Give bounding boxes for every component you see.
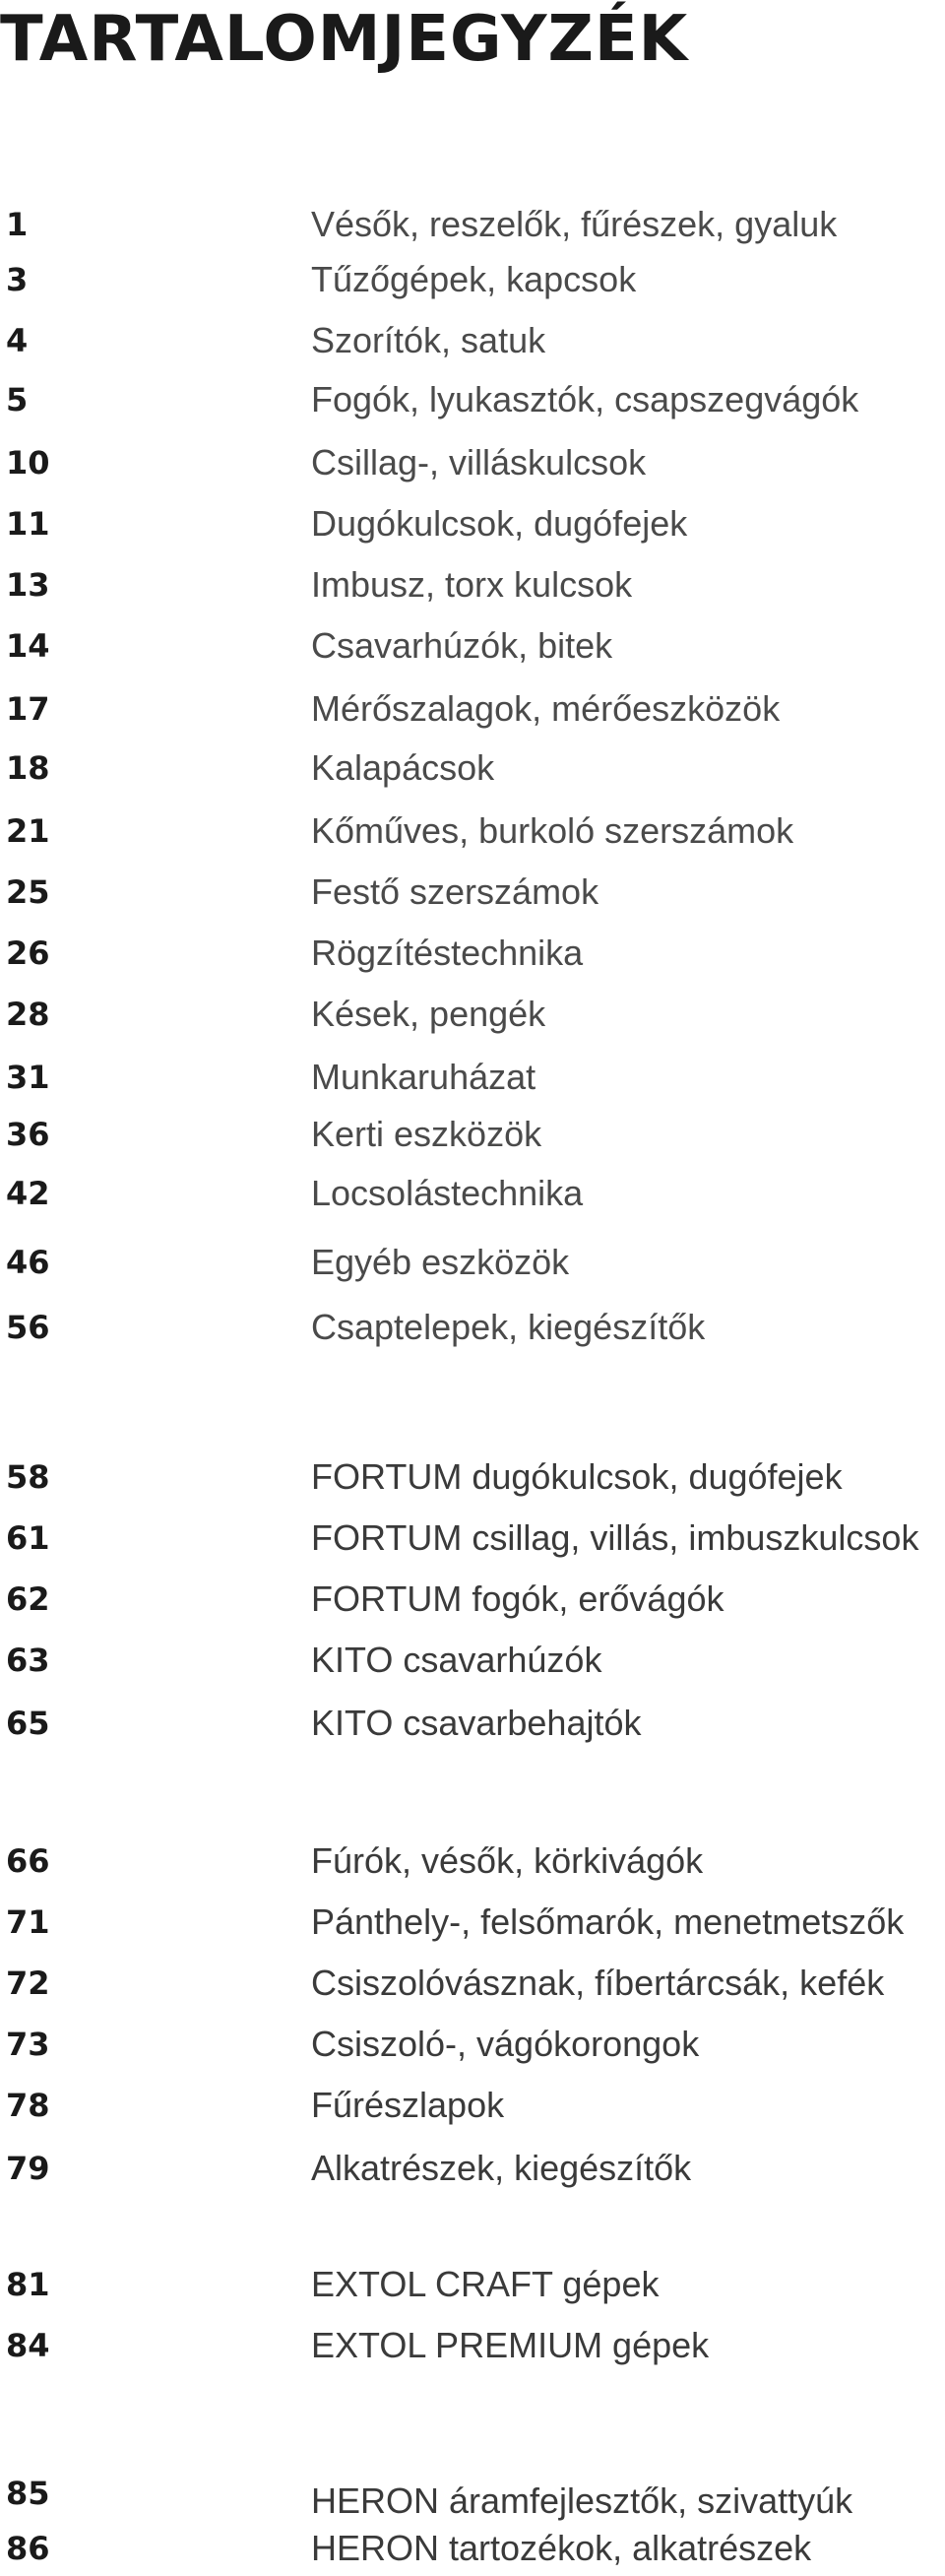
list-item[interactable] — [0, 2082, 945, 2129]
page-number: 21 — [6, 812, 50, 850]
list-item[interactable] — [0, 807, 945, 855]
entry-label: Szorítók, satuk — [311, 320, 546, 360]
page-number: 4 — [6, 322, 29, 359]
list-item[interactable] — [0, 1304, 945, 1351]
entry-label: Fúrók, vésők, körkivágók — [311, 1840, 704, 1881]
entry-label: Dugókulcsok, dugófejek — [311, 503, 688, 544]
list-item[interactable] — [0, 1637, 945, 1684]
list-item[interactable] — [0, 317, 945, 364]
page-number: 81 — [6, 2266, 50, 2303]
entry-label: HERON áramfejlesztők, szivattyúk — [311, 2480, 853, 2521]
entry-label: Vésők, reszelők, fűrészek, gyaluk — [311, 204, 838, 244]
entry-label: Kések, pengék — [311, 994, 546, 1034]
page-number: 56 — [6, 1309, 50, 1346]
entry-label: Fűrészlapok — [311, 2085, 505, 2125]
list-item[interactable] — [0, 930, 945, 977]
entry-label: Kerti eszközök — [311, 1114, 542, 1154]
page-number: 66 — [6, 1842, 50, 1880]
entry-label: Csiszolóvásznak, fíbertárcsák, kefék — [311, 1963, 885, 2003]
page-number: 61 — [6, 1519, 50, 1557]
page-number: 18 — [6, 749, 50, 787]
entry-label: KITO csavarbehajtók — [311, 1703, 642, 1743]
list-item[interactable] — [0, 561, 945, 609]
entry-label: KITO csavarhúzók — [311, 1640, 602, 1680]
page-number: 84 — [6, 2327, 50, 2364]
page-number: 63 — [6, 1642, 50, 1679]
entry-label: Pánthely-, felsőmarók, menetmetszők — [311, 1901, 905, 1942]
entry-label: Alkatrészek, kiegészítők — [311, 2148, 692, 2188]
entry-label: FORTUM csillag, villás, imbuszkulcsok — [311, 1517, 919, 1558]
list-item[interactable] — [0, 2145, 945, 2192]
entry-label: Csillag-, villáskulcsok — [311, 442, 647, 483]
list-item[interactable] — [0, 1837, 945, 1885]
list-item[interactable] — [0, 2261, 945, 2308]
page-number: 62 — [6, 1580, 50, 1618]
entry-label: Munkaruházat — [311, 1057, 536, 1097]
entry-label: HERON tartozékok, alkatrészek — [311, 2528, 812, 2568]
entry-label: Csaptelepek, kiegészítők — [311, 1307, 706, 1347]
page-number: 65 — [6, 1705, 50, 1742]
list-item[interactable] — [0, 2021, 945, 2068]
page-number: 79 — [6, 2150, 50, 2187]
page-number: 36 — [6, 1116, 50, 1153]
list-item[interactable] — [0, 201, 945, 248]
list-item[interactable] — [0, 1576, 945, 1623]
entry-label: Kőműves, burkoló szerszámok — [311, 810, 794, 851]
list-item[interactable] — [0, 685, 945, 733]
entry-label: FORTUM dugókulcsok, dugófejek — [311, 1456, 843, 1497]
list-item[interactable] — [0, 1453, 945, 1501]
page-number: 78 — [6, 2087, 50, 2124]
entry-label: Festő szerszámok — [311, 871, 599, 912]
page-number: 72 — [6, 1964, 50, 2002]
page-number: 42 — [6, 1175, 50, 1212]
page-number: 3 — [6, 261, 29, 298]
entry-label: Mérőszalagok, mérőeszközök — [311, 688, 781, 729]
list-item[interactable] — [0, 1899, 945, 1946]
entry-label: Kalapácsok — [311, 747, 495, 788]
list-item[interactable] — [0, 439, 945, 486]
page-number: 11 — [6, 505, 50, 543]
entry-label: Imbusz, torx kulcsok — [311, 564, 633, 605]
entry-label: Egyéb eszközök — [311, 1242, 570, 1282]
page-number: 5 — [6, 381, 29, 419]
entry-label: Csiszoló-, vágókorongok — [311, 2024, 700, 2064]
page-number: 26 — [6, 934, 50, 972]
list-item[interactable] — [0, 622, 945, 670]
list-item[interactable] — [0, 256, 945, 303]
page-number: 10 — [6, 444, 50, 482]
list-item[interactable] — [0, 1170, 945, 1217]
list-item[interactable] — [0, 1960, 945, 2007]
list-item[interactable] — [0, 1111, 945, 1158]
page-number: 14 — [6, 627, 50, 665]
page-number: 85 — [6, 2475, 50, 2512]
list-item[interactable] — [0, 991, 945, 1038]
entry-label: Locsolástechnika — [311, 1173, 584, 1213]
list-item[interactable] — [0, 1514, 945, 1562]
entry-label: FORTUM fogók, erővágók — [311, 1578, 724, 1619]
page-number: 13 — [6, 566, 50, 604]
page-title: TARTALOMJEGYZÉK — [0, 3, 689, 76]
entry-label: Tűzőgépek, kapcsok — [311, 259, 637, 299]
page-number: 86 — [6, 2530, 50, 2567]
list-item[interactable] — [0, 1239, 945, 1286]
entry-label: EXTOL CRAFT gépek — [311, 2264, 660, 2304]
list-item[interactable] — [0, 2525, 945, 2572]
page-number: 46 — [6, 1244, 50, 1281]
entry-label: Csavarhúzók, bitek — [311, 625, 613, 666]
page-number: 25 — [6, 873, 50, 911]
list-item[interactable] — [0, 1700, 945, 1747]
page-number: 73 — [6, 2026, 50, 2063]
list-item[interactable] — [0, 2322, 945, 2369]
list-item[interactable] — [0, 500, 945, 547]
entry-label: EXTOL PREMIUM gépek — [311, 2325, 710, 2365]
page-number: 71 — [6, 1903, 50, 1941]
page-number: 28 — [6, 996, 50, 1033]
list-item[interactable] — [0, 2470, 945, 2521]
page-number: 1 — [6, 206, 29, 243]
page-number: 58 — [6, 1458, 50, 1496]
list-item[interactable] — [0, 869, 945, 916]
list-item[interactable] — [0, 744, 945, 792]
entry-label: Fogók, lyukasztók, csapszegvágók — [311, 379, 859, 419]
list-item[interactable] — [0, 376, 945, 423]
page-number: 31 — [6, 1059, 50, 1096]
list-item[interactable] — [0, 1054, 945, 1101]
entry-label: Rögzítéstechnika — [311, 933, 584, 973]
page-number: 17 — [6, 690, 50, 728]
